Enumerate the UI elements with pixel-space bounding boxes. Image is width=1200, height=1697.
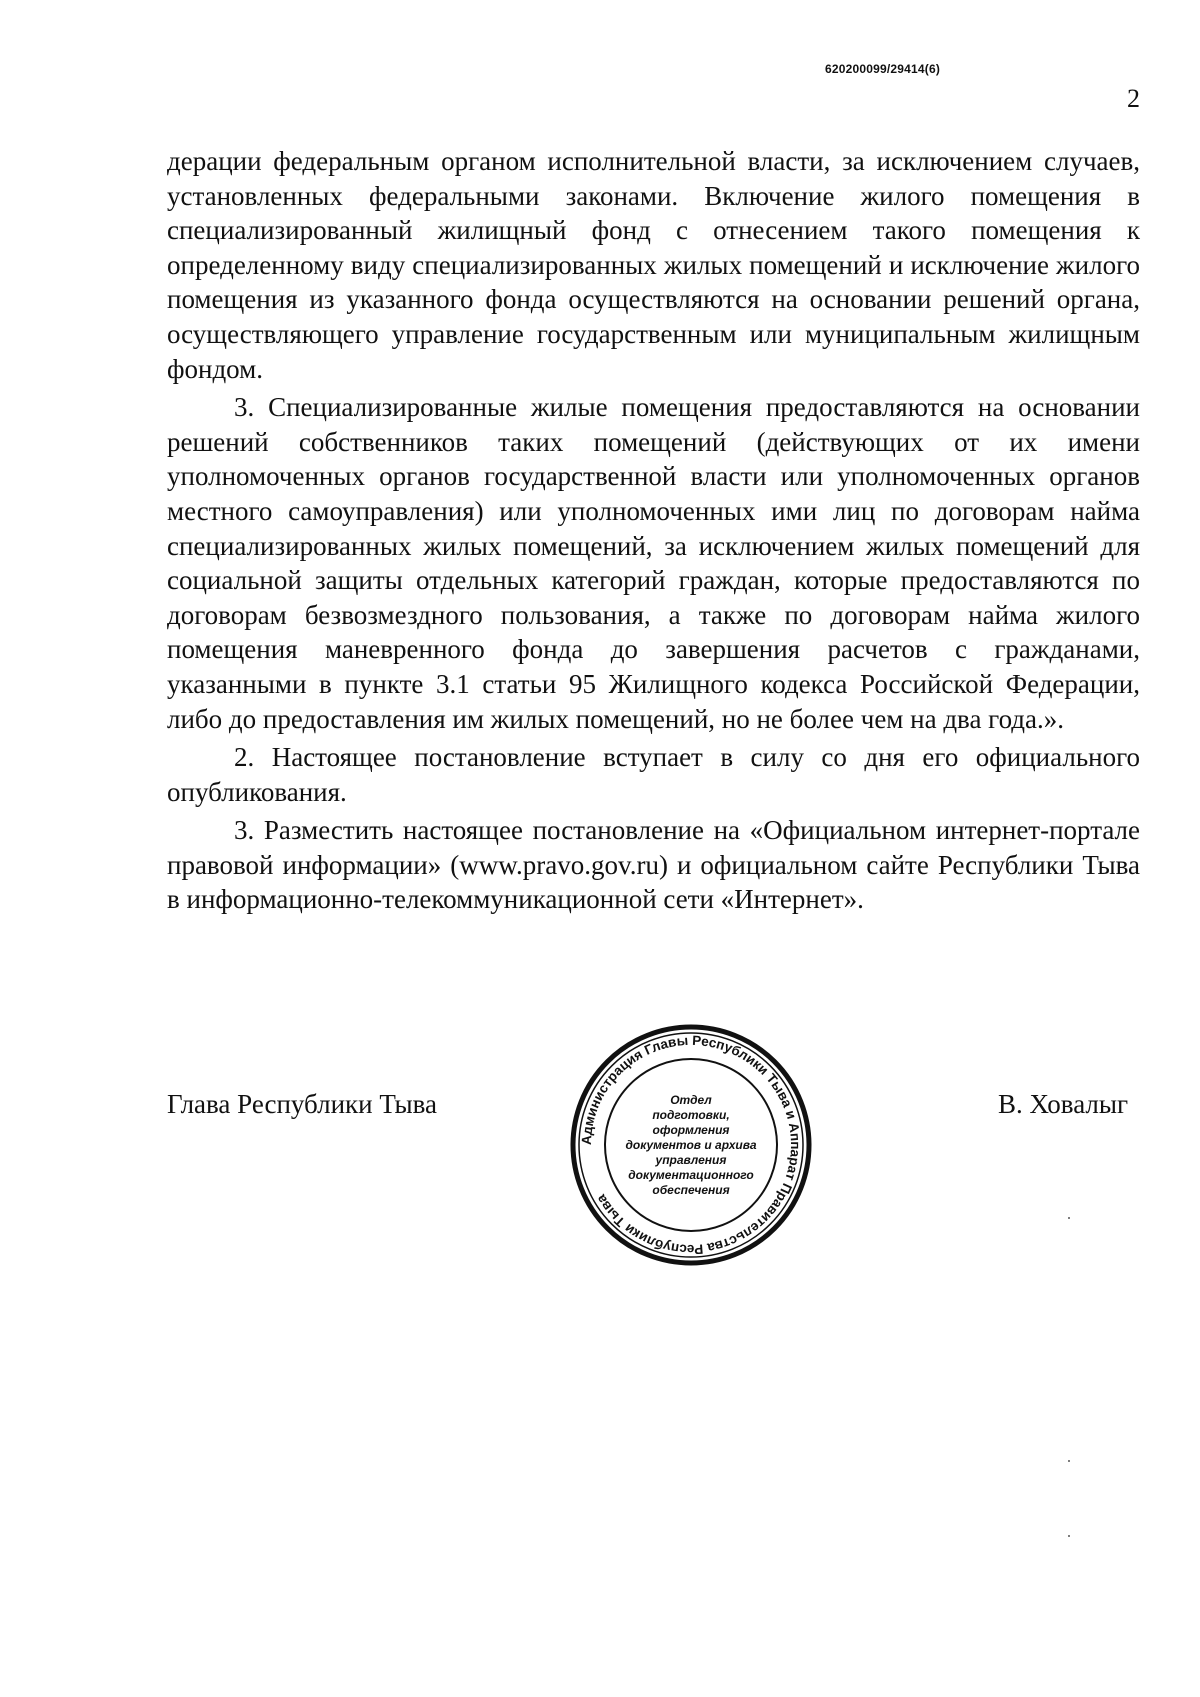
paragraph-item-3: 3. Разместить настоящее постановление на «Официальном интернет-портале правовой информации» (www.pravo.gov.ru) и официальном сайте Республики Тыва в информационно-телекоммуникационной сети «Интернет». [167, 815, 1140, 915]
document-body [167, 144, 1140, 921]
paragraph-item-2: 2. Настоящее постановление вступает в силу со дня его официального опубликования. [167, 742, 1140, 807]
seal-ring-text: Администрация Главы Республики Тыва и Аппарат Правительства Республики Тыва [578, 1032, 804, 1258]
seal-inner-line: документационного [628, 1168, 754, 1182]
signatory-title: Глава Республики Тыва [167, 1089, 438, 1119]
seal-inner-line: подготовки, [652, 1108, 730, 1122]
scan-speck [1068, 1460, 1070, 1462]
official-seal [566, 1020, 816, 1270]
page-number: 2 [1127, 84, 1140, 113]
seal-inner-text [625, 1093, 756, 1197]
seal-inner-line: оформления [652, 1123, 730, 1137]
seal-graphic [566, 1020, 816, 1270]
seal-inner-line: Отдел [670, 1093, 712, 1107]
scan-speck [1068, 1535, 1070, 1537]
scan-speck [1068, 1217, 1070, 1219]
paragraph-continuation: дерации федеральным органом исполнительной власти, за исключением случаев, установленных федеральными законами. Включение жилого помещения в специализированный жилищный фонд с отнесением такого помещения к определенному виду специализированных жилых помещений и исключение жилого помещения из указанного фонда осуществляются на основании решений органа, осуществляющего управление государственным или муниципальным жилищным фондом. [167, 146, 1140, 384]
seal-inner-line: управления [655, 1153, 727, 1167]
seal-inner-line: обеспечения [652, 1183, 730, 1197]
paragraph-clause-3: 3. Специализированные жилые помещения предоставляются на основании решений собственников таких помещений (действующих от их имени уполномоченных органов государственной власти или уполномоченных органов местного самоуправления) или уполномоченных ими лиц по договорам найма специализированных жилых помещений, за исключением жилых помещений для социальной защиты отдельных категорий граждан, которые предоставляются по договорам безвозмездного пользования, а также по договорам найма жилого помещения маневренного фонда до завершения расчетов с гражданами, указанными в пункте 3.1 статьи 95 Жилищного кодекса Российской Федерации, либо до предоставления им жилых помещений, но не более чем на два года.». [167, 392, 1140, 734]
signatory-name: В. Ховалыг [998, 1089, 1129, 1119]
document-registration-number: 620200099/29414(6) [825, 62, 941, 76]
seal-inner-line: документов и архива [625, 1138, 757, 1152]
